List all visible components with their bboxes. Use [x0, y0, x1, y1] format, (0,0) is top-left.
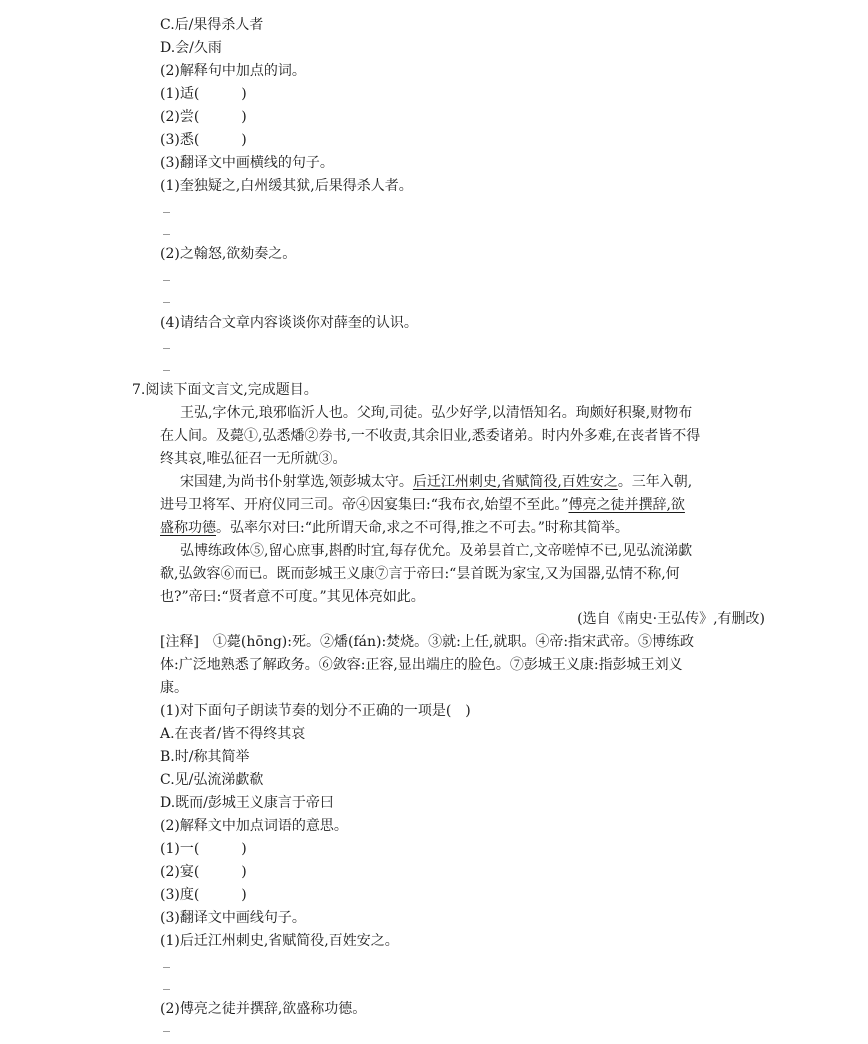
- answer-line: [163, 302, 170, 303]
- answer-line: [163, 212, 170, 213]
- translate-item-2: (2)傅亮之徒并撰辞,欲盛称功德。: [160, 1001, 367, 1017]
- option-b: B.时/称其简举: [160, 749, 250, 765]
- passage-line: 进号卫将军、开府仪同三司。帝④因宴集曰:“我布衣,始望不至此。”傅亮之徒并撰辞,欲: [160, 497, 685, 513]
- option-d: D.会/久雨: [160, 40, 222, 56]
- sub-question-3: (3)翻译文中画横线的句子。: [160, 155, 334, 171]
- underlined-sentence-1: 后迁江州刺史,省赋简役,百姓安之: [412, 474, 618, 490]
- word-item-3: (3)度( ): [160, 887, 247, 903]
- option-c: C.见/弘流涕歔欷: [160, 772, 264, 788]
- answer-line: [163, 1031, 170, 1032]
- passage-line: 欷,弘敛容⑥而已。既而彭城王义康⑦言于帝曰:“昙首既为家宝,又为国器,弘情不称,何: [160, 566, 680, 582]
- sub-question-3: (3)翻译文中画线句子。: [160, 910, 306, 926]
- word-item-1: (1)适( ): [160, 86, 247, 102]
- underlined-sentence-2-cont: 盛称功德: [160, 520, 216, 536]
- answer-line: [163, 234, 170, 235]
- sub-question-2: (2)解释文中加点词语的意思。: [160, 818, 348, 834]
- passage-source: (选自《南史·王弘传》,有删改): [577, 611, 765, 627]
- option-a: A.在丧者/皆不得终其哀: [160, 726, 306, 742]
- sub-question-4: (4)请结合文章内容谈谈你对薛奎的认识。: [160, 315, 418, 331]
- passage-line: 盛称功德。弘率尔对曰:“此所谓天命,求之不可得,推之不可去。”时称其简举。: [160, 520, 629, 536]
- annotation-line: 康。: [160, 680, 188, 696]
- passage-line: 弘博练政体⑤,留心庶事,斟酌时宜,每存优允。及弟昙首亡,文帝嗟悼不已,见弘流涕歔: [180, 543, 693, 559]
- passage-line: 王弘,字休元,琅邪临沂人也。父珣,司徒。弘少好学,以清悟知名。珣颇好积聚,财物布: [180, 405, 693, 421]
- translate-item-1: (1)后迁江州刺史,省赋简役,百姓安之。: [160, 933, 399, 949]
- sub-question-2: (2)解释句中加点的词。: [160, 63, 306, 79]
- answer-line: [163, 370, 170, 371]
- word-item-3: (3)悉( ): [160, 132, 247, 148]
- annotation-line: 体:广泛地熟悉了解政务。⑥敛容:正容,显出端庄的脸色。⑦彭城王义康:指彭城王刘义: [160, 657, 683, 673]
- word-item-2: (2)尝( ): [160, 109, 247, 125]
- passage-line: 终其哀,唯弘征召一无所就③。: [160, 451, 347, 467]
- passage-line: 也?”帝曰:“贤者意不可度。”其见体亮如此。: [160, 589, 425, 605]
- word-item-2: (2)宴( ): [160, 864, 247, 880]
- passage-line: 在人间。及薨①,弘悉燔②券书,一不收责,其余旧业,悉委诸弟。时内外多难,在丧者皆不得: [160, 428, 701, 444]
- answer-line: [163, 280, 170, 281]
- option-d: D.既而/彭城王义康言于帝曰: [160, 795, 334, 811]
- answer-line: [163, 348, 170, 349]
- question-7-title: 7.阅读下面文言文,完成题目。: [132, 382, 318, 398]
- passage-line: 宋国建,为尚书仆射掌选,领彭城太守。后迁江州刺史,省赋简役,百姓安之。三年入朝,: [180, 474, 693, 490]
- translate-item-2: (2)之翰怒,欲劾奏之。: [160, 246, 297, 262]
- word-item-1: (1)一( ): [160, 841, 247, 857]
- answer-line: [163, 967, 170, 968]
- annotation-line: [注释] ①薨(hōng):死。②燔(fán):焚烧。③就:上任,就职。④帝:指宋武帝。⑤博练政: [160, 634, 695, 650]
- sub-question-1: (1)对下面句子朗读节奏的划分不正确的一项是( ): [160, 703, 471, 719]
- option-c: C.后/果得杀人者: [160, 17, 264, 33]
- answer-line: [163, 989, 170, 990]
- underlined-sentence-2: 傅亮之徒并撰辞,欲: [568, 497, 685, 513]
- translate-item-1: (1)奎独疑之,白州缓其狱,后果得杀人者。: [160, 178, 413, 194]
